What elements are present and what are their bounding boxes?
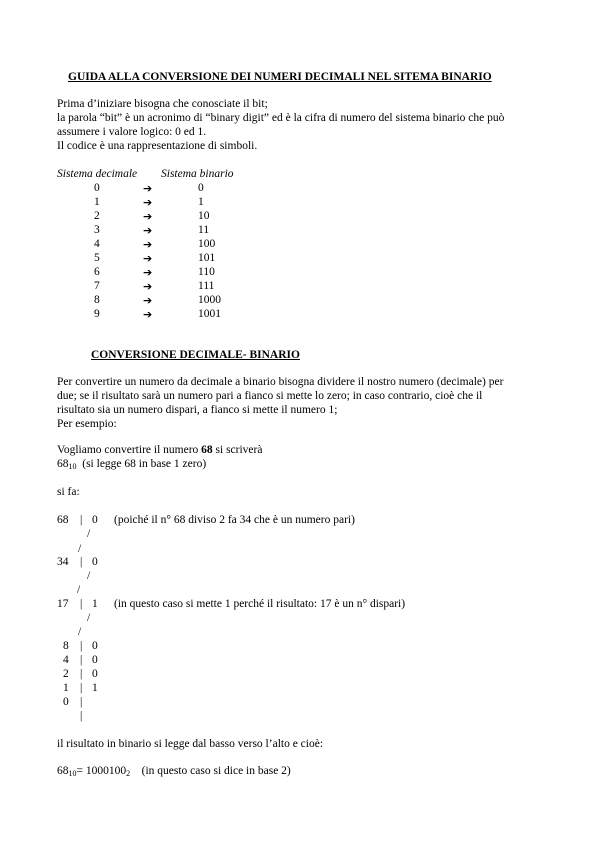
division-remainder: 0 [92, 640, 98, 652]
final-result [57, 765, 291, 778]
table-row-dec: 4 [94, 238, 100, 250]
division-slash: / [87, 570, 91, 582]
section-line-2: due; se il risultato sarà un numero pari a fianco si mette lo zero; in caso contrario, cioè che il [57, 390, 483, 402]
table-row-bin: 0 [198, 182, 204, 194]
document-title: GUIDA ALLA CONVERSIONE DEI NUMERI DECIMALI NEL SITEMA BINARIO [68, 71, 492, 83]
division-number: 17 [57, 598, 69, 610]
table-row-bin: 1001 [198, 308, 221, 320]
intro-line-3: assumere i valore logico: 0 ed 1. [57, 126, 207, 138]
table-row-bin: 11 [198, 224, 210, 236]
table-row-bin: 111 [198, 280, 215, 292]
division-number: 68 [57, 514, 69, 526]
division-remainder: 1 [92, 682, 98, 694]
intro-line-4: Il codice è una rappresentazione di simboli. [57, 140, 258, 152]
division-bar: | [80, 598, 83, 610]
division-remainder: 0 [92, 654, 98, 666]
example-notation [57, 458, 206, 471]
arrow-icon: ➔ [143, 238, 153, 251]
table-row-bin: 1 [198, 196, 204, 208]
division-number: 34 [57, 556, 69, 568]
division-note: (in questo caso si mette 1 perché il risultato: 17 è un n° dispari) [114, 598, 406, 610]
notation-note: (si legge 68 in base 1 zero) [82, 458, 207, 470]
division-bar: | [80, 514, 83, 526]
table-row-dec: 8 [94, 294, 100, 306]
section-title: CONVERSIONE DECIMALE- BINARIO [91, 349, 300, 361]
header-decimal: Sistema decimale [57, 168, 138, 180]
section-line-3: risultato sia un numero dispari, a fianco si mette il numero 1; [57, 404, 338, 416]
table-row-dec: 7 [94, 280, 100, 292]
table-row-bin: 101 [198, 252, 216, 264]
division-remainder: 1 [92, 598, 98, 610]
division-note: (poiché il n° 68 diviso 2 fa 34 che è un numero pari) [114, 514, 355, 526]
section-line-1: Per convertire un numero da decimale a binario bisogna dividere il nostro numero (decimale) per [57, 376, 504, 388]
division-number: 0 [63, 696, 69, 708]
table-row-dec: 2 [94, 210, 100, 222]
division-bar: | [80, 668, 83, 680]
table-row-dec: 5 [94, 252, 100, 264]
division-bar: | [80, 710, 83, 722]
notation-number: 68 [57, 458, 69, 470]
division-bar: | [80, 682, 83, 694]
division-number: 4 [63, 654, 69, 666]
arrow-icon: ➔ [143, 210, 153, 223]
intro-line-1: Prima d’iniziare bisogna che conosciate il bit; [57, 98, 268, 110]
arrow-icon: ➔ [143, 182, 153, 195]
final-from-base: 10 [68, 769, 77, 778]
table-row-dec: 1 [94, 196, 100, 208]
conclusion-text: il risultato in binario si legge dal basso verso l’alto e cioè: [57, 738, 324, 750]
example-text-before: Vogliamo convertire il numero [57, 444, 202, 456]
division-bar: | [80, 654, 83, 666]
final-equals: = 1000100 [76, 765, 127, 777]
example-line [57, 444, 262, 457]
notation-base: 10 [68, 462, 77, 471]
division-number: 2 [63, 668, 69, 680]
intro-line-2: la parola “bit” è un acronimo di “binary digit” ed è la cifra di numero del sistema binario che può [57, 112, 505, 124]
header-binary: Sistema binario [161, 168, 234, 180]
arrow-icon: ➔ [143, 224, 153, 237]
division-remainder: 0 [92, 668, 98, 680]
final-to-base: 2 [126, 769, 131, 778]
arrow-icon: ➔ [143, 280, 153, 293]
division-slash: / [78, 626, 82, 638]
arrow-icon: ➔ [143, 308, 153, 321]
example-text-after: si scriverà [212, 444, 263, 456]
division-bar: | [80, 556, 83, 568]
example-number: 68 [201, 444, 213, 456]
table-row-dec: 0 [94, 182, 100, 194]
division-remainder: 0 [92, 556, 98, 568]
division-bar: | [80, 696, 83, 708]
table-row-dec: 6 [94, 266, 100, 278]
division-slash: / [77, 584, 81, 596]
table-row-bin: 10 [198, 210, 210, 222]
arrow-icon: ➔ [143, 196, 153, 209]
division-bar: | [80, 640, 83, 652]
table-row-bin: 100 [198, 238, 216, 250]
arrow-icon: ➔ [143, 294, 153, 307]
final-number: 68 [57, 765, 69, 777]
arrow-icon: ➔ [143, 266, 153, 279]
table-row-bin: 110 [198, 266, 215, 278]
division-slash: / [87, 528, 91, 540]
division-number: 8 [63, 640, 69, 652]
division-remainder: 0 [92, 514, 98, 526]
table-row-bin: 1000 [198, 294, 221, 306]
section-line-4: Per esempio: [57, 418, 117, 430]
division-slash: / [78, 543, 82, 555]
division-number: 1 [63, 682, 69, 694]
si-fa-label: si fa: [57, 486, 80, 498]
final-note: (in questo caso si dice in base 2) [141, 765, 291, 777]
arrow-icon: ➔ [143, 252, 153, 265]
division-slash: / [87, 612, 91, 624]
table-row-dec: 9 [94, 308, 100, 320]
table-row-dec: 3 [94, 224, 100, 236]
